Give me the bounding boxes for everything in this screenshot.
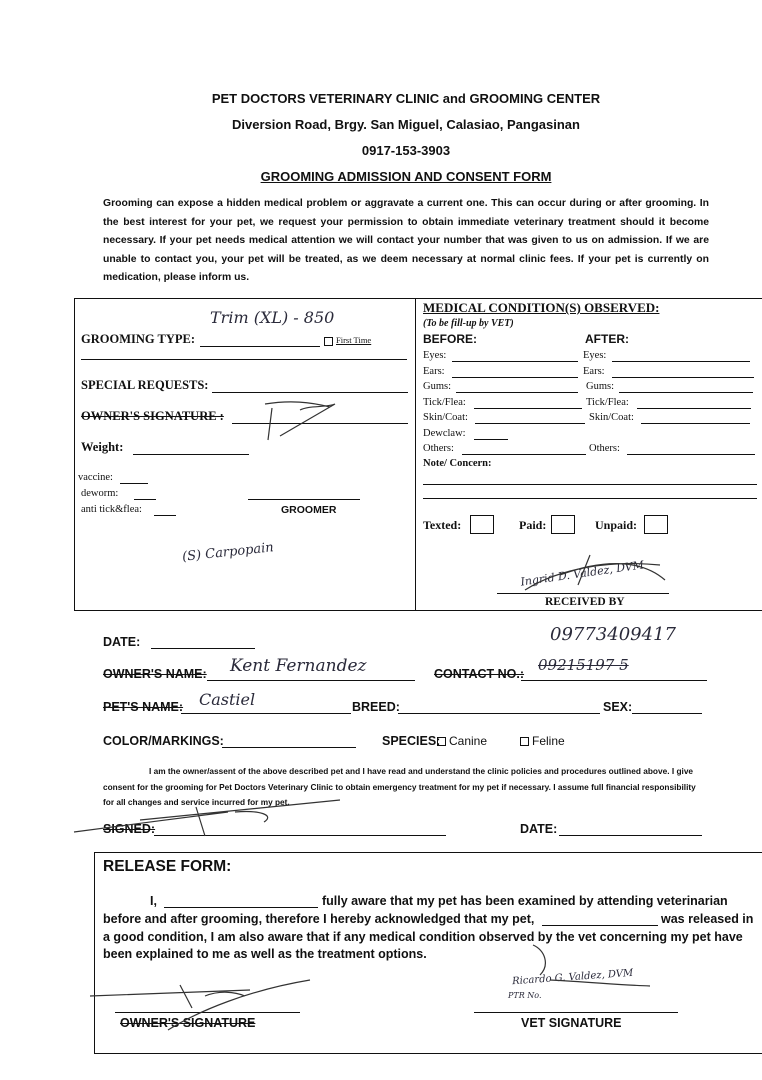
canine-label: Canine (449, 734, 488, 748)
dewclaw-label: Dewclaw: (423, 428, 466, 439)
intro-paragraph: Grooming can expose a hidden medical problem or aggravate a current one. This can occur during or after grooming. In the best interest for your pet, we request your permission to obtain immediate veterinary treatment should it become necessary. If your pet needs medical attention we will contact your number that was given to us on admission. If we are unable to contact you, your pet will be treated, as we deem necessary at normal clinic fees. If your pet is currently on medication, please inform us. (103, 198, 709, 284)
first-time-label: First Time (336, 335, 372, 345)
pet-name-label: PET'S NAME: (103, 700, 184, 714)
texted-label: Texted: (423, 518, 462, 532)
unpaid-label: Unpaid: (595, 518, 638, 532)
note-concern-label: Note/ Concern: (423, 458, 492, 469)
special-requests-label: SPECIAL REQUESTS: (81, 378, 209, 392)
consent-text: I am the owner/assent of the above described pet and I have read and understand the clinic policies and procedures outlined above. I give consent for the grooming for Pet Doctors Veterinary Clinic to obtain emergency treatment for my pet if necessary. I assume full financial responsibility for all changes and service incurred for my pet. (103, 766, 696, 807)
eyes-before-label: Eyes: (423, 350, 447, 361)
owner-signature-scribble (265, 402, 335, 440)
before-heading: BEFORE: (423, 332, 477, 346)
owner-signature-label: OWNER'S SIGNATURE : (81, 409, 224, 423)
sex-label: SEX: (603, 700, 633, 714)
contact-struck-value: 09215197 5 (538, 656, 629, 674)
received-by-signature: Ingrid D. Valdez, DVM (519, 558, 645, 589)
received-by-label: RECEIVED BY (545, 596, 625, 608)
grooming-type-label: GROOMING TYPE: (81, 332, 196, 346)
owner-signature-caption: OWNER'S SIGNATURE (120, 1016, 256, 1030)
contact-value: 09773409417 (550, 624, 676, 645)
release-line1: fully aware that my pet has been examined by attending veterinarian (322, 894, 728, 908)
groomer-label: GROOMER (281, 504, 337, 516)
pet-name-value: Castiel (199, 690, 256, 709)
vaccine-label: vaccine: (78, 472, 113, 483)
release-line3: a good condition, I am also aware that if any medical condition observed by the vet concerning my pet have (103, 930, 743, 944)
consent-date-label: DATE: (520, 822, 558, 836)
clinic-name: PET DOCTORS VETERINARY CLINIC and GROOMING CENTER (211, 91, 601, 106)
others-after-label: Others: (589, 443, 620, 454)
release-line4: been explained to me as well as the treatment options. (103, 947, 427, 961)
release-i-label: I, (150, 894, 157, 908)
ptr-label: PTR No. (508, 991, 542, 1000)
color-markings-label: COLOR/MARKINGS: (103, 734, 224, 748)
vet-signature-scribble (533, 945, 650, 986)
form-title: GROOMING ADMISSION AND CONSENT FORM (260, 169, 552, 184)
release-line2b: was released in (661, 912, 754, 926)
release-title: RELEASE FORM: (103, 858, 232, 875)
vet-name-signature: Ricardo G. Valdez, DVM (511, 967, 634, 988)
skin-before-label: Skin/Coat: (423, 412, 468, 423)
tick-after-label: Tick/Flea: (586, 397, 629, 408)
medical-subtitle: (To be fill-up by VET) (423, 318, 514, 329)
vet-signature-caption: VET SIGNATURE (521, 1016, 622, 1030)
others-before-label: Others: (423, 443, 454, 454)
consent-signature-scribble (74, 800, 340, 836)
grooming-note: (S) Carpopain (181, 540, 275, 565)
owner-name-value: Kent Fernandez (230, 656, 367, 676)
species-label: SPECIES: (382, 734, 441, 748)
medical-title: MEDICAL CONDITION(S) OBSERVED: (423, 300, 660, 315)
feline-label: Feline (532, 734, 565, 748)
date-label: DATE: (103, 635, 141, 649)
contact-label: CONTACT NO.: (434, 667, 525, 681)
signed-label: SIGNED: (103, 822, 156, 836)
deworm-label: deworm: (81, 488, 119, 499)
skin-after-label: Skin/Coat: (589, 412, 634, 423)
breed-label: BREED: (352, 700, 400, 714)
received-signature-scribble (525, 555, 665, 590)
ears-after-label: Ears: (583, 366, 605, 377)
release-owner-signature-scribble (90, 980, 310, 1030)
gums-after-label: Gums: (586, 381, 615, 392)
release-line2a: before and after grooming, therefore I hereby acknowledged that my pet, (103, 912, 535, 926)
clinic-phone: 0917-153-3903 (361, 143, 451, 158)
ears-before-label: Ears: (423, 366, 445, 377)
clinic-address: Diversion Road, Brgy. San Miguel, Calasiao, Pangasinan (232, 117, 580, 132)
owner-name-label: OWNER'S NAME: (103, 667, 207, 681)
grooming-type-value: Trim (XL) - 850 (210, 308, 335, 327)
gums-before-label: Gums: (423, 381, 452, 392)
after-heading: AFTER: (585, 332, 629, 346)
paid-label: Paid: (519, 518, 547, 532)
weight-label: Weight: (81, 440, 124, 454)
anti-tick-label: anti tick&flea: (81, 504, 142, 515)
eyes-after-label: Eyes: (583, 350, 607, 361)
tick-before-label: Tick/Flea: (423, 397, 466, 408)
